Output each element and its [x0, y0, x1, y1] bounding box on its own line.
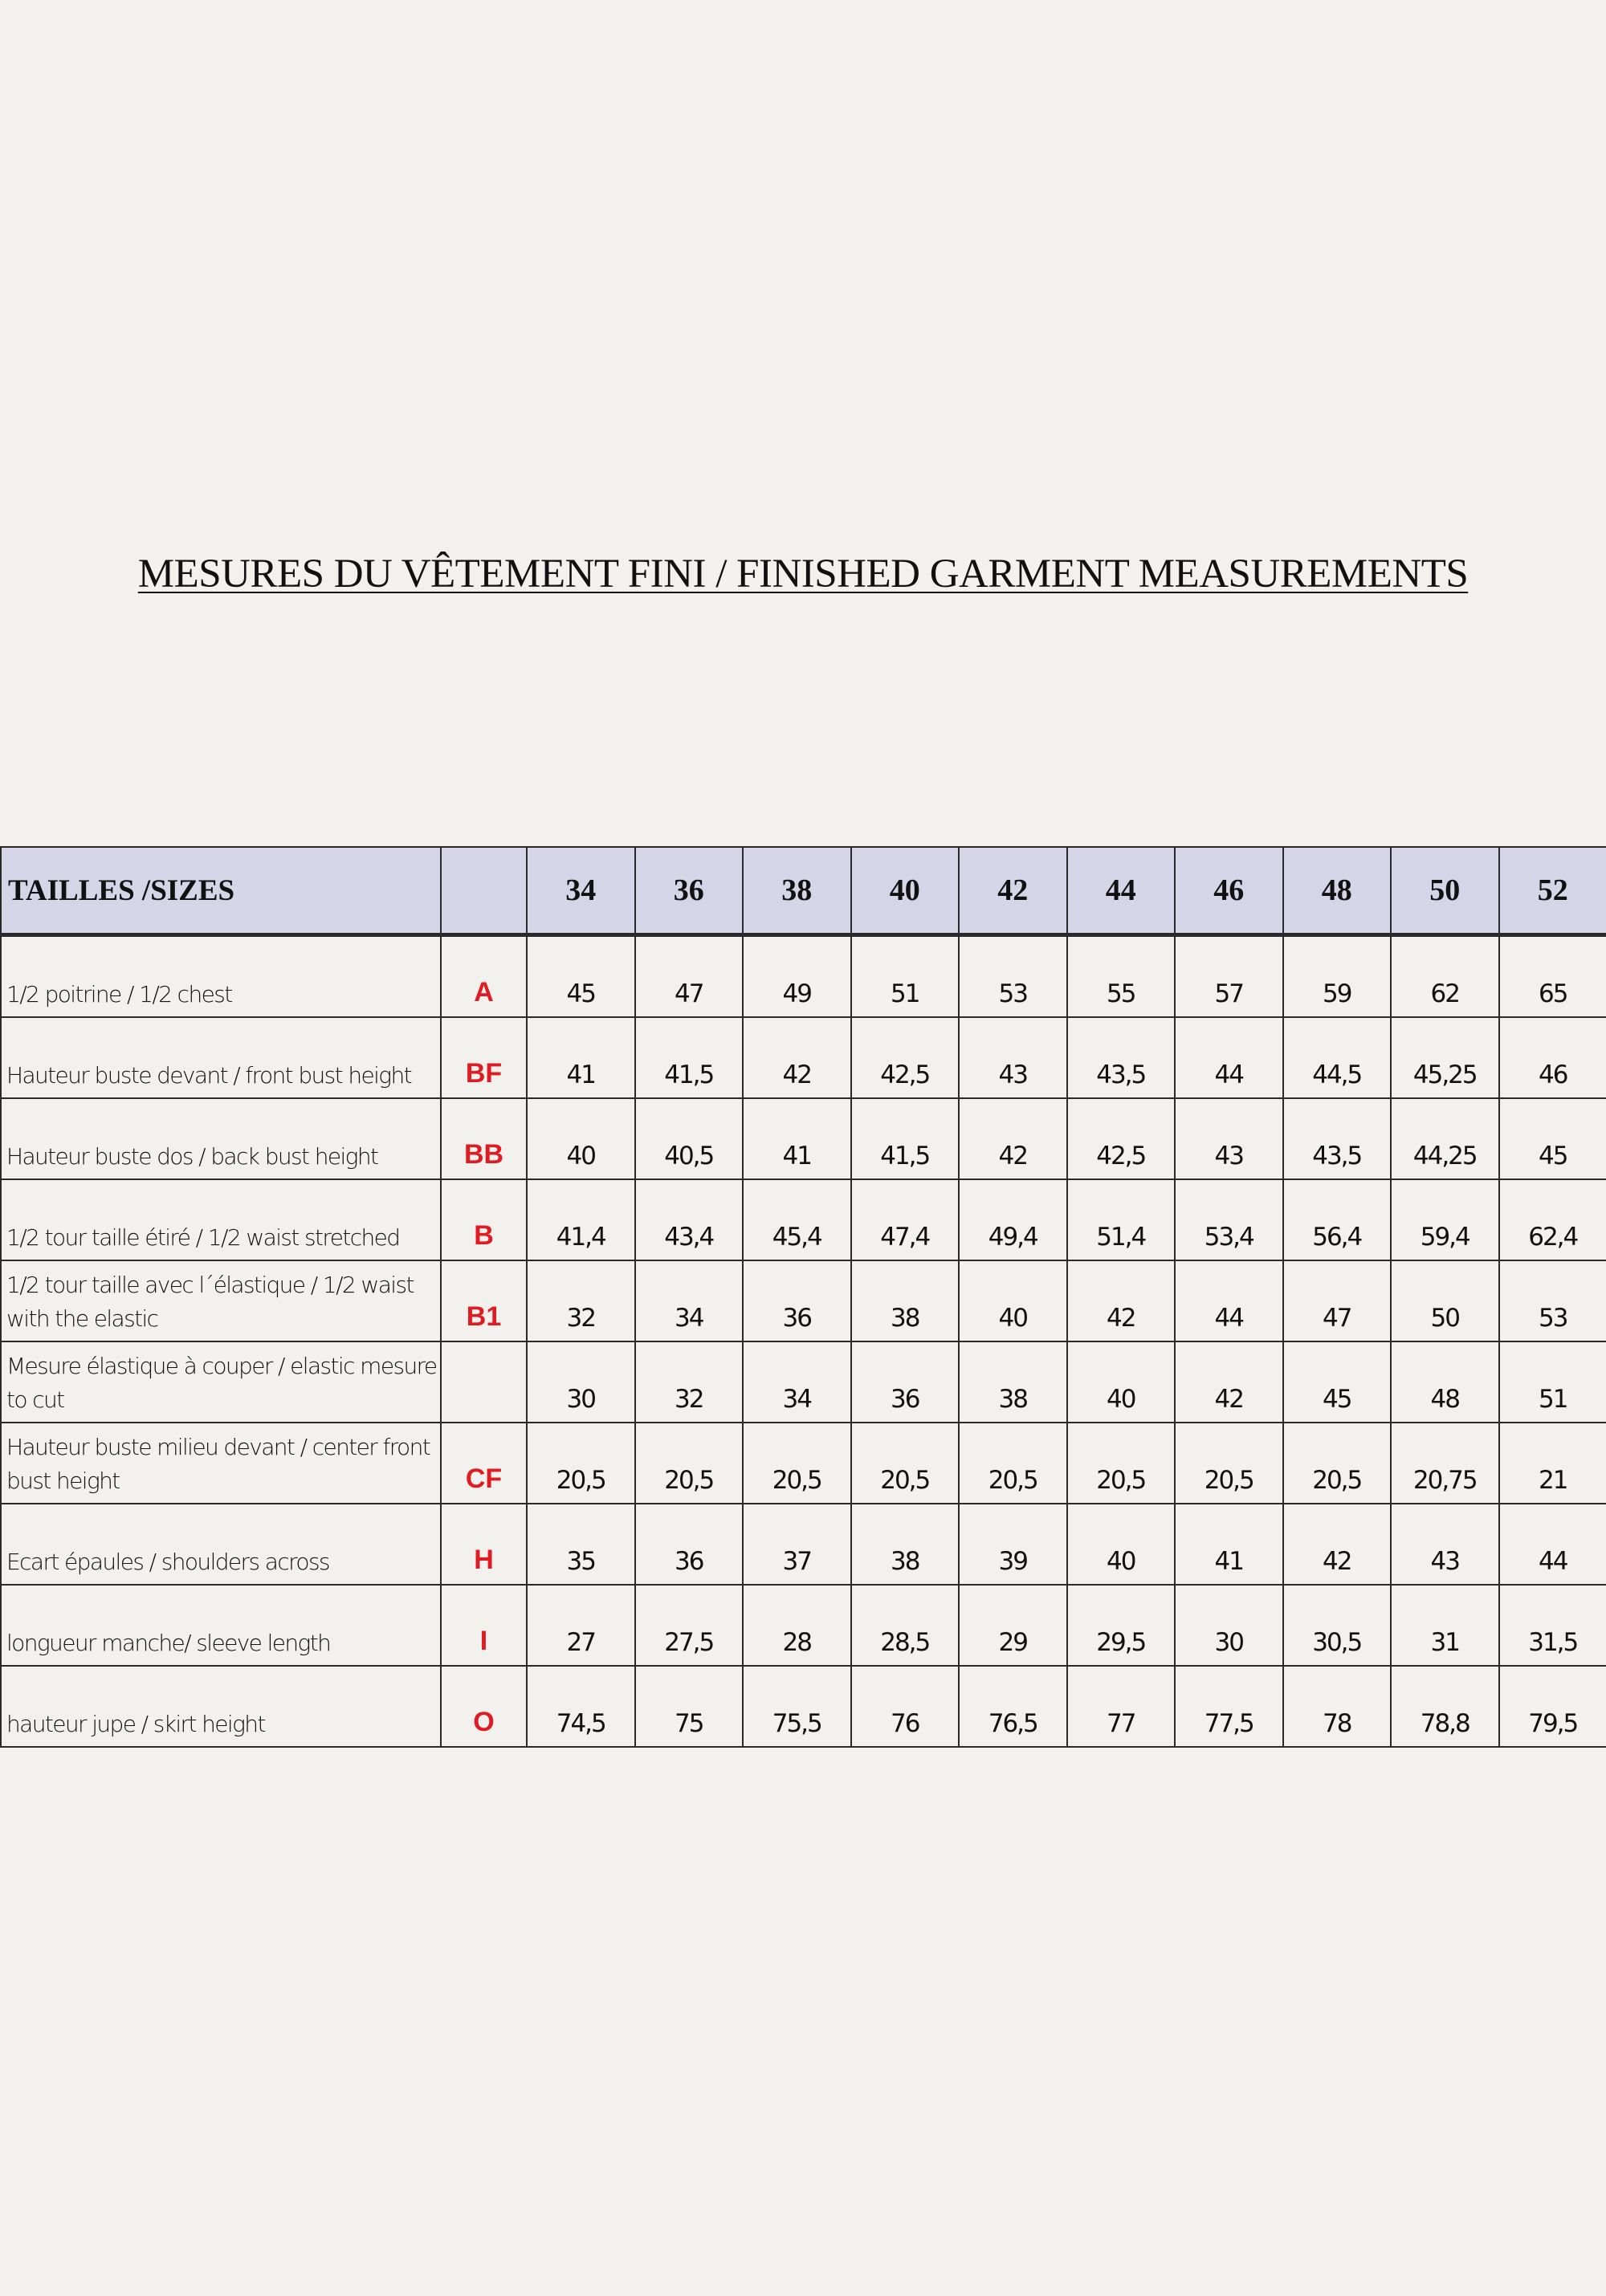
- measurement-value: 20,5: [1283, 1423, 1392, 1504]
- measurement-value: 31: [1391, 1585, 1499, 1666]
- table-row: [1, 1585, 1606, 1666]
- measurement-value: 65: [1499, 935, 1606, 1018]
- measurement-label: longueur manche/ sleeve length: [1, 1585, 441, 1666]
- measurement-value: 44: [1175, 1260, 1283, 1341]
- measurement-code: BF: [441, 1017, 527, 1098]
- measurement-code: I: [441, 1585, 527, 1666]
- measurement-label: Ecart épaules / shoulders across: [1, 1504, 441, 1585]
- measurement-value: 53,4: [1175, 1179, 1283, 1260]
- code-header: [441, 847, 527, 935]
- measurement-value: 38: [851, 1504, 960, 1585]
- measurement-value: 32: [527, 1260, 635, 1341]
- size-header: 38: [743, 847, 851, 935]
- measurement-value: 27,5: [635, 1585, 744, 1666]
- measurement-value: 38: [959, 1341, 1067, 1423]
- measurement-value: 21: [1499, 1423, 1606, 1504]
- measurement-label: Hauteur buste milieu devant / center front bust height: [1, 1423, 441, 1504]
- measurement-value: 30: [527, 1341, 635, 1423]
- measurement-value: 46: [1499, 1017, 1606, 1098]
- measurement-value: 45: [527, 935, 635, 1018]
- measurement-value: 20,5: [959, 1423, 1067, 1504]
- table-row: [1, 1260, 1606, 1341]
- page-title: MESURES DU VÊTEMENT FINI / FINISHED GARMENT MEASUREMENTS: [137, 552, 1469, 596]
- measurement-value: 51: [1499, 1341, 1606, 1423]
- measurement-value: 20,5: [851, 1423, 960, 1504]
- measurement-value: 30: [1175, 1585, 1283, 1666]
- measurement-value: 34: [743, 1341, 851, 1423]
- measurement-value: 32: [635, 1341, 744, 1423]
- measurement-value: 43,5: [1067, 1017, 1176, 1098]
- measurement-value: 53: [959, 935, 1067, 1018]
- measurement-code: H: [441, 1504, 527, 1585]
- measurements-table: [0, 846, 1606, 1748]
- measurement-value: 41,5: [635, 1017, 744, 1098]
- measurement-value: 42,5: [851, 1017, 960, 1098]
- measurement-value: 49,4: [959, 1179, 1067, 1260]
- measurement-value: 50: [1391, 1260, 1499, 1341]
- table-row: [1, 1504, 1606, 1585]
- measurement-value: 41: [743, 1098, 851, 1179]
- measurement-label: 1/2 tour taille avec l´élastique / 1/2 waist with the elastic: [1, 1260, 441, 1341]
- measurement-value: 40: [959, 1260, 1067, 1341]
- measurement-value: 43: [959, 1017, 1067, 1098]
- measurement-value: 20,5: [743, 1423, 851, 1504]
- size-header: 36: [635, 847, 744, 935]
- measurement-label: 1/2 tour taille étiré / 1/2 waist stretched: [1, 1179, 441, 1260]
- measurement-value: 76,5: [959, 1666, 1067, 1747]
- measurement-value: 40,5: [635, 1098, 744, 1179]
- measurement-value: 62,4: [1499, 1179, 1606, 1260]
- measurement-value: 39: [959, 1504, 1067, 1585]
- measurement-value: 29,5: [1067, 1585, 1176, 1666]
- measurement-value: 62: [1391, 935, 1499, 1018]
- measurement-code: BB: [441, 1098, 527, 1179]
- measurement-value: 41,5: [851, 1098, 960, 1179]
- size-header: 48: [1283, 847, 1392, 935]
- measurement-value: 77: [1067, 1666, 1176, 1747]
- measurement-value: 37: [743, 1504, 851, 1585]
- measurement-value: 45: [1499, 1098, 1606, 1179]
- measurement-value: 20,5: [527, 1423, 635, 1504]
- measurement-value: 29: [959, 1585, 1067, 1666]
- measurement-value: 42: [1175, 1341, 1283, 1423]
- size-header: 42: [959, 847, 1067, 935]
- measurement-value: 51,4: [1067, 1179, 1176, 1260]
- measurement-value: 74,5: [527, 1666, 635, 1747]
- measurement-value: 79,5: [1499, 1666, 1606, 1747]
- table-row: [1, 1666, 1606, 1747]
- measurement-value: 56,4: [1283, 1179, 1392, 1260]
- measurement-label: Mesure élastique à couper / elastic mesure to cut: [1, 1341, 441, 1423]
- measurement-value: 38: [851, 1260, 960, 1341]
- size-header: 44: [1067, 847, 1176, 935]
- measurement-value: 43: [1175, 1098, 1283, 1179]
- measurement-value: 43,5: [1283, 1098, 1392, 1179]
- measurement-value: 36: [851, 1341, 960, 1423]
- measurement-value: 44: [1175, 1017, 1283, 1098]
- measurement-code: B1: [441, 1260, 527, 1341]
- measurement-value: 78: [1283, 1666, 1392, 1747]
- measurement-value: 45: [1283, 1341, 1392, 1423]
- table-row: [1, 935, 1606, 1018]
- measurement-value: 43,4: [635, 1179, 744, 1260]
- measurement-code: A: [441, 935, 527, 1018]
- measurement-value: 44: [1499, 1504, 1606, 1585]
- measurement-value: 48: [1391, 1341, 1499, 1423]
- measurement-value: 42: [743, 1017, 851, 1098]
- table-body: [1, 935, 1606, 1748]
- measurement-value: 42: [1283, 1504, 1392, 1585]
- measurement-value: 44,25: [1391, 1098, 1499, 1179]
- measurement-value: 27: [527, 1585, 635, 1666]
- measurement-value: 44,5: [1283, 1017, 1392, 1098]
- measurement-value: 42,5: [1067, 1098, 1176, 1179]
- size-header: 40: [851, 847, 960, 935]
- size-header: 46: [1175, 847, 1283, 935]
- measurement-value: 20,5: [1067, 1423, 1176, 1504]
- measurement-value: 77,5: [1175, 1666, 1283, 1747]
- measurement-code: O: [441, 1666, 527, 1747]
- measurement-value: 78,8: [1391, 1666, 1499, 1747]
- measurement-value: 55: [1067, 935, 1176, 1018]
- size-header: 52: [1499, 847, 1606, 935]
- measurement-value: 75: [635, 1666, 744, 1747]
- table-row: [1, 1423, 1606, 1504]
- measurement-value: 36: [743, 1260, 851, 1341]
- measurement-value: 20,5: [635, 1423, 744, 1504]
- sizes-header: TAILLES /SIZES: [1, 847, 441, 935]
- measurement-value: 45,4: [743, 1179, 851, 1260]
- size-header: 34: [527, 847, 635, 935]
- measurement-value: 41: [527, 1017, 635, 1098]
- measurement-code: CF: [441, 1423, 527, 1504]
- measurement-value: 59,4: [1391, 1179, 1499, 1260]
- table-row: [1, 1098, 1606, 1179]
- measurement-value: 34: [635, 1260, 744, 1341]
- measurement-value: 47: [1283, 1260, 1392, 1341]
- measurement-value: 28,5: [851, 1585, 960, 1666]
- measurement-value: 45,25: [1391, 1017, 1499, 1098]
- measurement-label: Hauteur buste dos / back bust height: [1, 1098, 441, 1179]
- measurement-value: 40: [1067, 1504, 1176, 1585]
- table-row: [1, 1341, 1606, 1423]
- measurement-value: 28: [743, 1585, 851, 1666]
- measurement-value: 43: [1391, 1504, 1499, 1585]
- measurement-label: hauteur jupe / skirt height: [1, 1666, 441, 1747]
- measurement-value: 36: [635, 1504, 744, 1585]
- measurement-value: 49: [743, 935, 851, 1018]
- measurement-value: 42: [1067, 1260, 1176, 1341]
- measurement-value: 40: [1067, 1341, 1176, 1423]
- measurement-value: 35: [527, 1504, 635, 1585]
- table-row: [1, 1179, 1606, 1260]
- measurement-value: 47,4: [851, 1179, 960, 1260]
- measurement-value: 20,75: [1391, 1423, 1499, 1504]
- measurement-code: B: [441, 1179, 527, 1260]
- measurement-value: 51: [851, 935, 960, 1018]
- measurement-value: 31,5: [1499, 1585, 1606, 1666]
- measurement-label: 1/2 poitrine / 1/2 chest: [1, 935, 441, 1018]
- measurement-value: 59: [1283, 935, 1392, 1018]
- measurement-value: 41: [1175, 1504, 1283, 1585]
- measurement-value: 42: [959, 1098, 1067, 1179]
- measurement-label: Hauteur buste devant / front bust height: [1, 1017, 441, 1098]
- table-header-row: [1, 847, 1606, 935]
- measurement-code: [441, 1341, 527, 1423]
- measurement-value: 75,5: [743, 1666, 851, 1747]
- measurement-value: 41,4: [527, 1179, 635, 1260]
- table-row: [1, 1017, 1606, 1098]
- measurement-value: 20,5: [1175, 1423, 1283, 1504]
- measurement-value: 53: [1499, 1260, 1606, 1341]
- measurement-value: 30,5: [1283, 1585, 1392, 1666]
- measurement-value: 47: [635, 935, 744, 1018]
- measurement-value: 40: [527, 1098, 635, 1179]
- measurement-value: 76: [851, 1666, 960, 1747]
- size-header: 50: [1391, 847, 1499, 935]
- measurement-value: 57: [1175, 935, 1283, 1018]
